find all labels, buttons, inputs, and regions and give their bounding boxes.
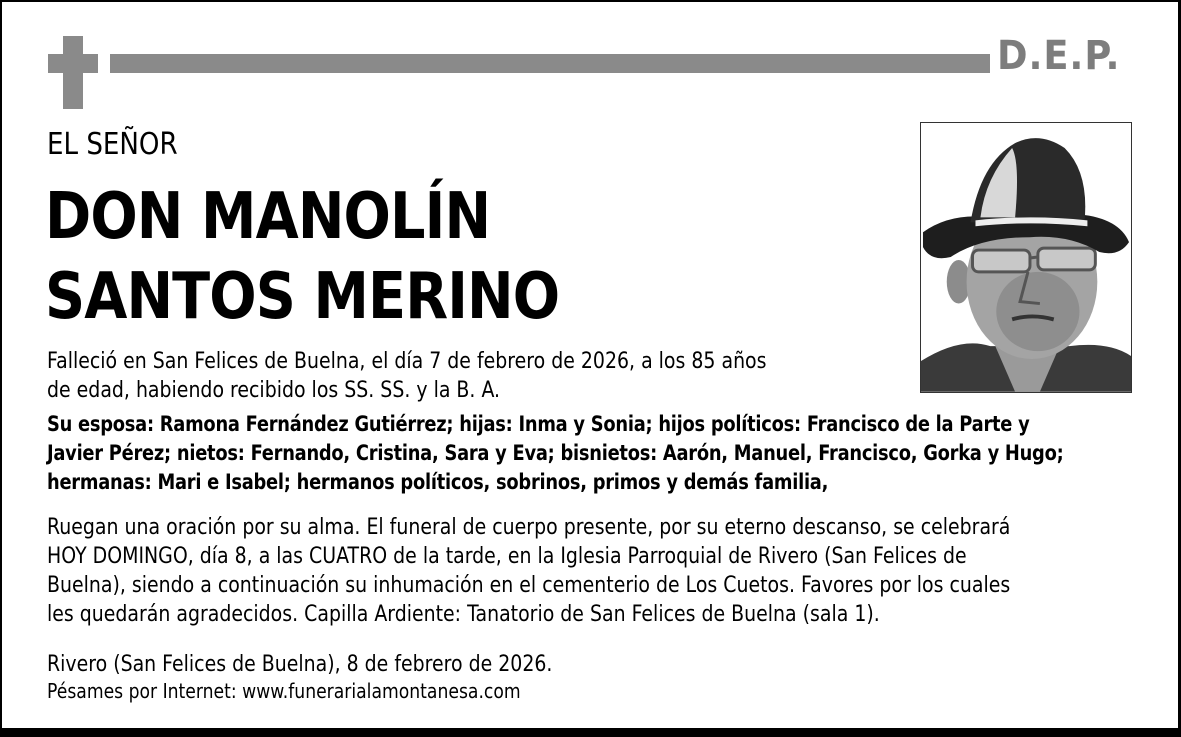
dep-label: D.E.P. — [997, 33, 1121, 79]
deceased-photo — [920, 122, 1132, 393]
funeral-line1: Ruegan una oración por su alma. El funeral de cuerpo presente, por su eterno descanso, se celebrará — [47, 515, 1011, 540]
death-notice-line2: de edad, habiendo recibido los SS. SS. y la B. A. — [47, 378, 501, 403]
honorific: EL SEÑOR — [47, 127, 178, 162]
funeral-line2: HOY DOMINGO, día 8, a las CUATRO de la tarde, en la Iglesia Parroquial de Rivero (San Felices de — [47, 544, 967, 569]
deceased-name-line2: SANTOS MERINO — [45, 260, 560, 334]
deceased-name-line1: DON MANOLÍN — [45, 180, 491, 254]
family-line1: Su esposa: Ramona Fernández Gutiérrez; hijas: Inma y Sonia; hijos políticos: Francisco de la Parte y — [47, 412, 1030, 437]
funeral-line4: les quedarán agradecidos. Capilla Ardiente: Tanatorio de San Felices de Buelna (sala 1). — [47, 602, 880, 627]
death-notice — [47, 347, 766, 405]
family-line3: hermanas: Mari e Isabel; hermanos políticos, sobrinos, primos y demás familia, — [47, 470, 829, 495]
cross-horizontal-bar — [48, 54, 98, 73]
funeral-line3: Buelna), siendo a continuación su inhumación en el cementerio de Los Cuetos. Favores por los cuales — [47, 573, 1011, 598]
death-notice-line1: Falleció en San Felices de Buelna, el día 7 de febrero de 2026, a los 85 años — [47, 349, 767, 374]
portrait-image — [921, 123, 1131, 392]
funeral-details — [47, 513, 1010, 629]
family-line2: Javier Pérez; nietos: Fernando, Cristina, Sara y Eva; bisnietos: Aarón, Manuel, Francisco, Gorka y Hugo; — [47, 441, 1064, 466]
family-list — [47, 410, 1063, 497]
condolences-link-text: Pésames por Internet: www.funerarialamontanesa.com — [47, 679, 521, 703]
deceased-name — [45, 177, 559, 337]
place-date: Rivero (San Felices de Buelna), 8 de febrero de 2026. — [47, 652, 553, 677]
header-rule — [110, 54, 990, 73]
